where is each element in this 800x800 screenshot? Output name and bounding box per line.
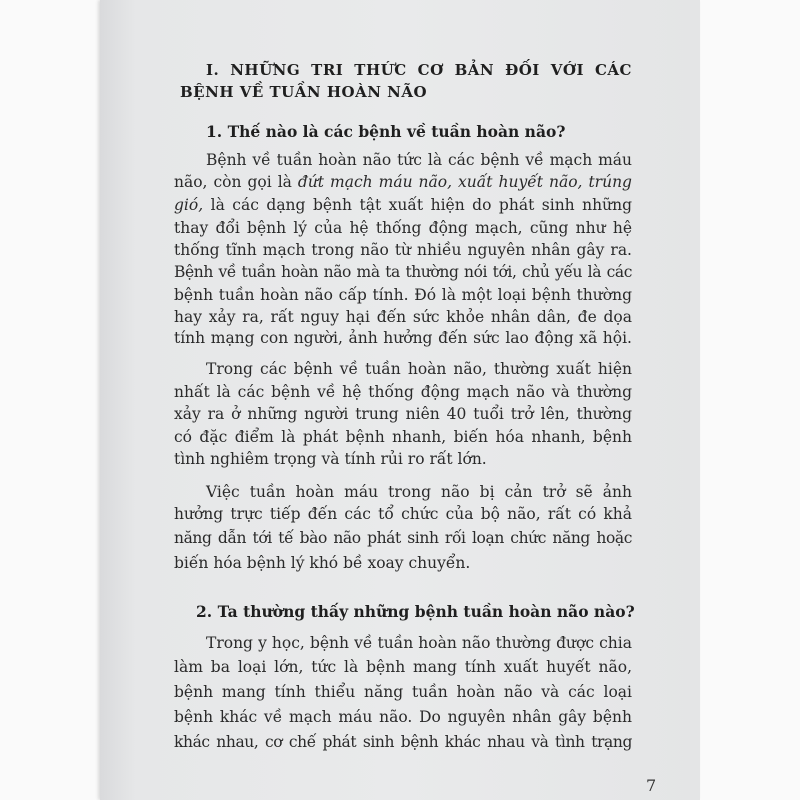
paragraph-line: khác nhau, cơ chế phát sinh bệnh khác nhau và tình trạng (174, 733, 632, 751)
paragraph-line: thay đổi bệnh lý của hệ thống động mạch, cũng như hệ (174, 219, 632, 237)
text: não, còn gọi là (174, 173, 298, 191)
chapter-heading-line2: BỆNH VỀ TUẦN HOÀN NÃO (180, 83, 428, 101)
paragraph-line: tình nghiêm trọng và tính rủi ro rất lớn. (174, 450, 487, 468)
paragraph-line (174, 195, 632, 215)
paragraph-line: Trong y học, bệnh về tuần hoàn não thường được chia (206, 634, 632, 652)
italic-text: gió, (174, 196, 204, 214)
paragraph-line: thống tĩnh mạch trong não từ nhiều nguyên nhân gây ra. (174, 241, 632, 259)
text: là các dạng bệnh tật xuất hiện do phát sinh những (203, 196, 632, 214)
paragraph-line: bệnh khác về mạch máu não. Do nguyên nhân gây bệnh (174, 708, 632, 726)
paragraph-line: năng dẫn tới tế bào não phát sinh rối loạn chức năng hoặc (174, 529, 632, 547)
paragraph-line: nhất là các bệnh về hệ thống động mạch não và thường (174, 383, 632, 401)
section2-title: 2. Ta thường thấy những bệnh tuần hoàn não nào? (196, 602, 635, 621)
paragraph-line: Việc tuần hoàn máu trong não bị cản trở sẽ ảnh (206, 483, 632, 501)
page-number: 7 (646, 776, 657, 795)
paragraph-line (174, 172, 632, 192)
chapter-heading-line1: I. NHỮNG TRI THỨC CƠ BẢN ĐỐI VỚI CÁC (206, 61, 632, 79)
paragraph-line: Bệnh về tuần hoàn não mà ta thường nói tới, chủ yếu là các (174, 263, 632, 281)
paragraph-line: tính mạng con người, ảnh hưởng đến sức lao động xã hội. (174, 329, 632, 347)
paragraph-line: Trong các bệnh về tuần hoàn não, thường xuất hiện (206, 360, 632, 378)
paragraph-line: hay xảy ra, rất nguy hại đến sức khỏe nhân dân, đe dọa (174, 308, 632, 326)
paragraph-line: Bệnh về tuần hoàn não tức là các bệnh về mạch máu (206, 151, 632, 169)
section1-title: 1. Thế nào là các bệnh về tuần hoàn não? (206, 122, 566, 141)
paragraph-line: có đặc điểm là phát bệnh nhanh, biến hóa nhanh, bệnh (174, 428, 632, 446)
paragraph-line: biến hóa bệnh lý khó bề xoay chuyển. (174, 554, 471, 572)
paragraph-line: làm ba loại lớn, tức là bệnh mang tính xuất huyết não, (174, 658, 632, 676)
paragraph-line: bệnh mang tính thiểu năng tuần hoàn não và các loại (174, 683, 632, 701)
paragraph-line: xảy ra ở những người trung niên 40 tuổi trở lên, thường (174, 405, 632, 423)
italic-text: đứt mạch máu não, xuất huyết não, trúng (297, 173, 632, 191)
paragraph-line: bệnh tuần hoàn não cấp tính. Đó là một loại bệnh thường (174, 286, 632, 304)
paragraph-line: hưởng trực tiếp đến các tổ chức của bộ não, rất có khả (174, 505, 632, 523)
